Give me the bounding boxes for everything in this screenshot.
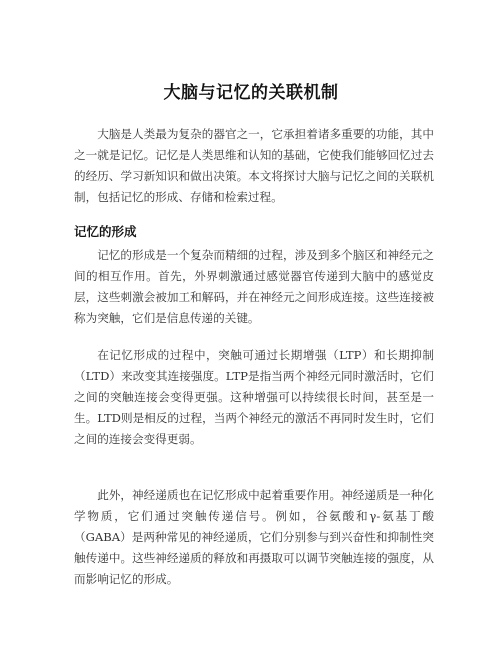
intro-paragraph: 大脑是人类最为复杂的器官之一，它承担着诸多重要的功能，其中之一就是记忆。记忆是人类思维和认知的基础，它使我们能够回忆过去的经历、学习新知识和做出决策。本文将探讨大脑与记忆之间的关联机制，包括记忆的形成、存储和检索过程。 <box>74 127 434 204</box>
document-title: 大脑与记忆的关联机制 <box>163 83 339 103</box>
section-heading: 记忆的形成 <box>74 224 137 239</box>
body-paragraph: 记忆的形成是一个复杂而精细的过程，涉及到多个脑区和神经元之间的相互作用。首先，外界刺激通过感觉器官传递到大脑中的感觉皮层，这些刺激会被加工和解码，并在神经元之间形成连接。这些连接被称为突触，它们是信息传递的关键。 <box>74 248 434 325</box>
body-paragraph: 在记忆形成的过程中，突触可通过长期增强（LTP）和长期抑制（LTD）来改变其连接强度。LTP是指当两个神经元同时激活时，它们之间的突触连接会变得更强。这种增强可以持续很长时间，甚至是一生。LTD则是相反的过程，当两个神经元的激活不再同时发生时，它们之间的连接会变得更弱。 <box>74 348 435 446</box>
body-paragraph: 此外，神经递质也在记忆形成中起着重要作用。神经递质是一种化学物质，它们通过突触传递信号。例如，谷氨酸和γ-氨基丁酸（GABA）是两种常见的神经递质，它们分别参与到兴奋性和抑制性突触传递中。这些神经递质的释放和再摄取可以调节突触连接的强度，从而影响记忆的形成。 <box>74 488 434 586</box>
